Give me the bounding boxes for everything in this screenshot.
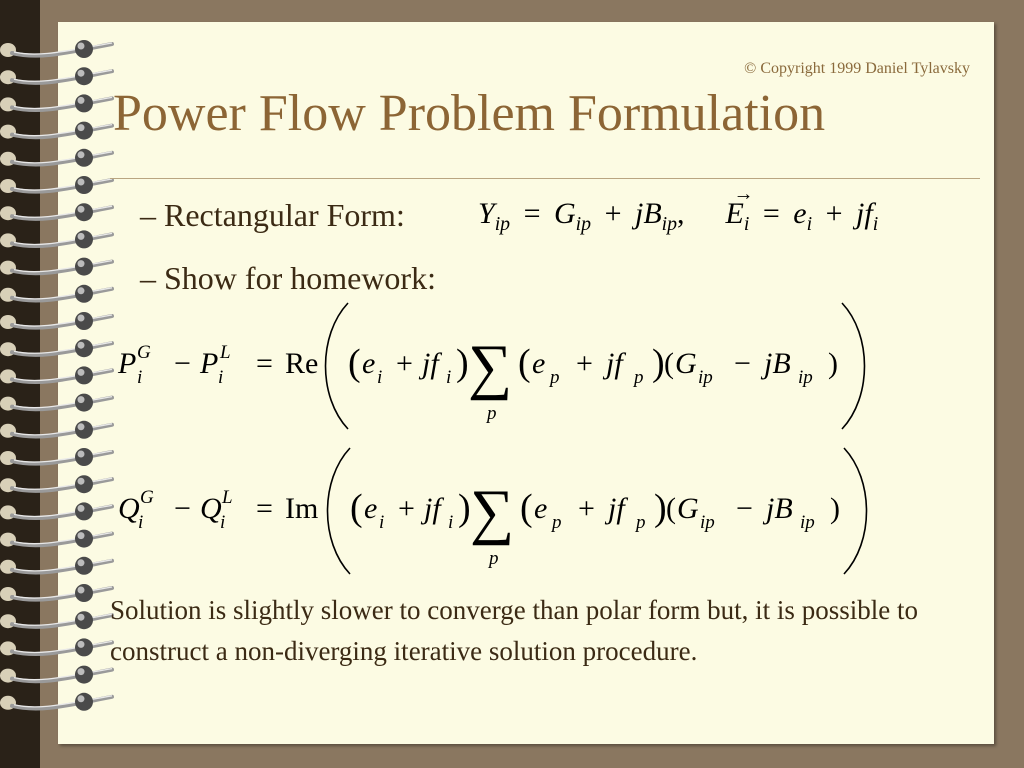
- eq-operator: +: [398, 492, 415, 525]
- binder-ring: [0, 339, 112, 357]
- copyright-notice: © Copyright 1999 Daniel Tylavsky: [744, 60, 970, 77]
- eq-operator: +: [825, 197, 843, 230]
- binder-ring: [0, 312, 112, 330]
- binder-ring: [0, 611, 112, 629]
- binder-ring: [0, 584, 112, 602]
- paren: (: [664, 347, 674, 380]
- eq-subscript: ip: [700, 512, 715, 533]
- binder-ring: [0, 502, 112, 520]
- binder-ring: [0, 666, 112, 684]
- eq-symbol: e: [364, 492, 378, 525]
- eq-superscript: L: [220, 342, 231, 363]
- eq-symbol: Q: [118, 492, 140, 525]
- paren: (: [348, 342, 361, 384]
- paren: ): [652, 342, 665, 384]
- bullet-dash: –: [140, 260, 156, 296]
- eq-subscript: ip: [798, 367, 813, 388]
- eq-symbol: jf: [422, 347, 439, 380]
- big-left-paren: [328, 448, 351, 574]
- summation-sign: ∑: [468, 333, 513, 401]
- eq-subscript: p: [636, 512, 646, 533]
- binder-ring: [0, 693, 112, 711]
- eq-symbol: jB: [634, 197, 662, 230]
- eq-symbol: G: [677, 492, 699, 525]
- eq-symbol: e: [532, 347, 546, 380]
- eq-subscript: ip: [661, 213, 678, 235]
- paren: ): [456, 342, 469, 384]
- eq-operator: −: [174, 347, 191, 380]
- paren: (: [518, 342, 531, 384]
- eq-subscript: p: [489, 548, 499, 569]
- eq-subscript: p: [550, 367, 560, 388]
- eq-operator: =: [256, 492, 273, 525]
- paren: ): [828, 347, 838, 380]
- eq-operator: −: [174, 492, 191, 525]
- eq-subscript: i: [137, 367, 143, 388]
- eq-symbol: jB: [764, 347, 791, 380]
- eq-operator: +: [576, 347, 593, 380]
- summation-sign: ∑: [470, 478, 515, 546]
- bullet-text: Show for homework:: [164, 260, 436, 296]
- binder-ring: [0, 421, 112, 439]
- eq-subscript: i: [872, 213, 879, 235]
- eq-symbol: jf: [606, 347, 623, 380]
- bullet-dash: –: [140, 197, 156, 233]
- eq-operator: +: [578, 492, 595, 525]
- paren: ): [654, 487, 667, 529]
- eq-superscript: G: [140, 487, 154, 508]
- binder-ring: [0, 67, 112, 85]
- eq-symbol: P: [200, 347, 219, 380]
- bullet-text: Rectangular Form:: [164, 197, 405, 233]
- paren: ): [458, 487, 471, 529]
- eq-symbol: jB: [766, 492, 793, 525]
- binder-ring: [0, 94, 112, 112]
- eq-subscript: ip: [800, 512, 815, 533]
- eq-symbol: e: [793, 197, 807, 230]
- binder-ring: [0, 475, 112, 493]
- paren: (: [520, 487, 533, 529]
- big-right-paren: [842, 303, 865, 429]
- binder-ring: [0, 530, 112, 548]
- eq-symbol: jf: [608, 492, 625, 525]
- bullet-rectangular-form: [140, 197, 405, 234]
- eq-operator: +: [604, 197, 622, 230]
- binder-ring: [0, 149, 112, 167]
- big-right-paren: [844, 448, 867, 574]
- eq-subscript: p: [552, 512, 562, 533]
- eq-symbol: Q: [200, 492, 222, 525]
- power-equations: [100, 295, 880, 580]
- eq-symbol: G: [675, 347, 697, 380]
- eq-subscript: p: [487, 403, 497, 424]
- real-power-equation: [117, 303, 865, 429]
- eq-subscript: i: [138, 512, 144, 533]
- eq-symbol: Y: [478, 197, 495, 230]
- eq-superscript: G: [137, 342, 151, 363]
- eq-operator: −: [736, 492, 753, 525]
- binder-ring: [0, 394, 112, 412]
- eq-subscript: i: [220, 512, 226, 533]
- eq-symbol: jf: [856, 197, 873, 230]
- eq-subscript: i: [448, 512, 454, 533]
- binder-ring: [0, 176, 112, 194]
- solution-note: Solution is slightly slower to converge than polar form but, it is possible to construct a non-diverging iterative solution procedure.: [110, 595, 918, 666]
- binder-ring: [0, 230, 112, 248]
- eq-subscript: i: [446, 367, 452, 388]
- eq-subscript: i: [218, 367, 224, 388]
- eq-operator: =: [256, 347, 273, 380]
- eq-symbol: G: [554, 197, 576, 230]
- eq-subscript: ip: [494, 213, 511, 235]
- reactive-power-equation: [118, 448, 867, 574]
- real-part-operator: Re: [285, 347, 319, 380]
- bullet-show-homework: [140, 260, 436, 297]
- paren: ): [830, 492, 840, 525]
- eq-operator: ,: [677, 197, 685, 230]
- binder-ring: [0, 40, 112, 58]
- eq-operator: +: [396, 347, 413, 380]
- binder-ring: [0, 258, 112, 276]
- eq-subscript: ip: [575, 213, 592, 235]
- binder-ring: [0, 366, 112, 384]
- binder-ring: [0, 557, 112, 575]
- eq-operator: =: [762, 197, 780, 230]
- binder-ring: [0, 448, 112, 466]
- eq-symbol: jf: [424, 492, 441, 525]
- eq-subscript: i: [743, 213, 750, 235]
- binder-ring: [0, 285, 112, 303]
- eq-operator: −: [734, 347, 751, 380]
- eq-subscript: i: [379, 512, 385, 533]
- eq-subscript: ip: [698, 367, 713, 388]
- eq-symbol: P: [118, 347, 137, 380]
- eq-operator: =: [523, 197, 541, 230]
- eq-subscript: p: [634, 367, 644, 388]
- eq-superscript: L: [222, 487, 233, 508]
- vector-arrow-icon: →: [733, 183, 754, 205]
- paren: (: [666, 492, 676, 525]
- big-left-paren: [326, 303, 349, 429]
- imag-part-operator: Im: [285, 492, 319, 525]
- eq-symbol: e: [362, 347, 376, 380]
- paren: (: [350, 487, 363, 529]
- slide-title: Power Flow Problem Formulation: [113, 85, 826, 142]
- eq-subscript: i: [377, 367, 383, 388]
- binder-ring: [0, 122, 112, 140]
- rectangular-form-equation: [478, 183, 879, 236]
- eq-subscript: i: [806, 213, 813, 235]
- eq-symbol: e: [534, 492, 548, 525]
- binder-ring: [0, 638, 112, 656]
- title-divider: [110, 178, 980, 179]
- eq-symbol: E: [725, 197, 744, 230]
- binder-ring: [0, 203, 112, 221]
